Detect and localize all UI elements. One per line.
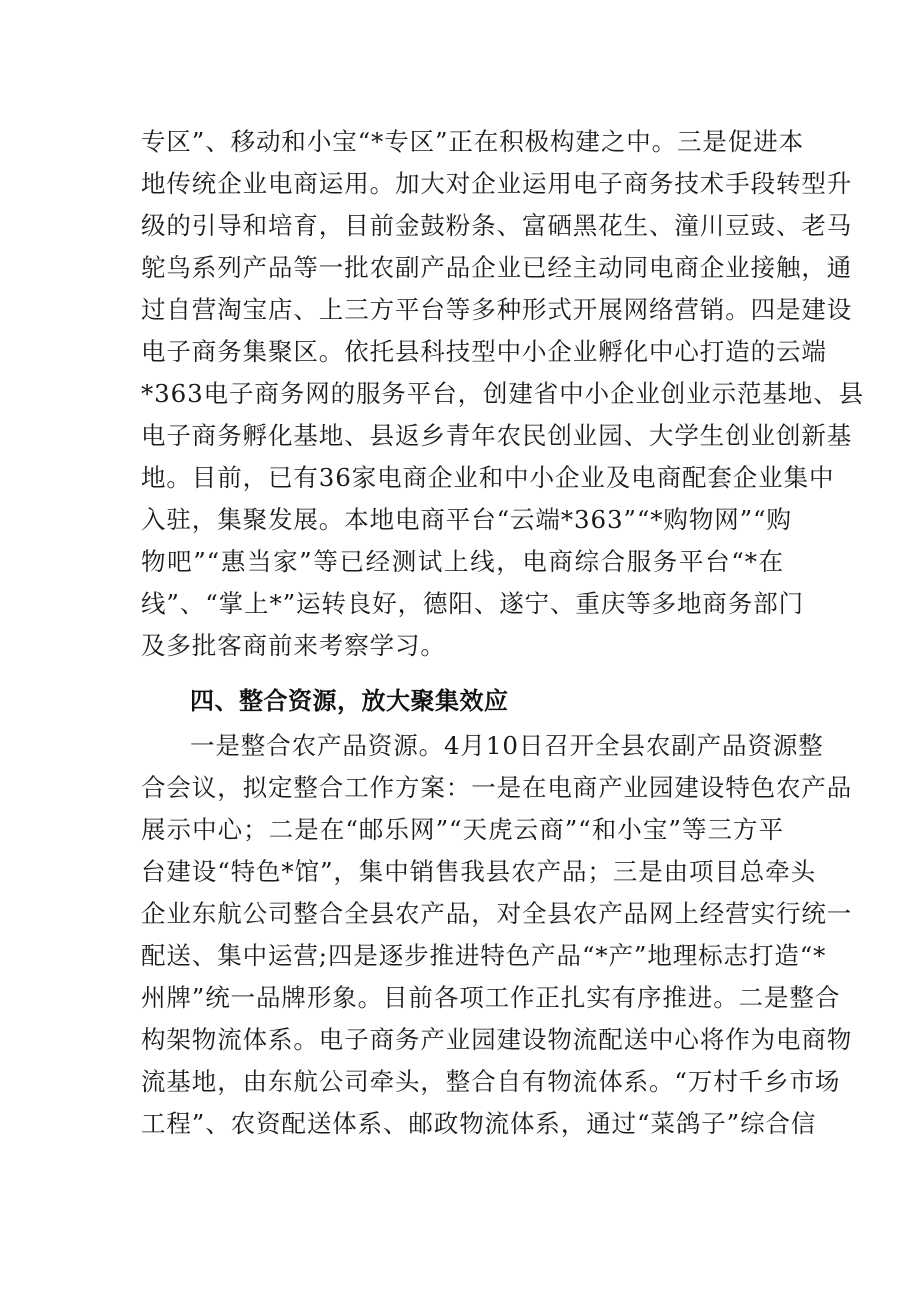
paragraph-line: 电子商务孵化基地、县返乡青年农民创业园、大学生创业创新基 (141, 421, 853, 450)
paragraph-line: 级的引导和培育，目前金鼓粉条、富硒黑花生、潼川豆豉、老马 (141, 211, 853, 240)
paragraph-line: 州牌”统一品牌形象。目前各项工作正扎实有序推进。二是整合 (141, 983, 841, 1012)
paragraph-line: 电子商务集聚区。依托县科技型中小企业孵化中心打造的云端 (141, 337, 827, 366)
section-heading: 四、整合资源，放大聚集效应 (190, 687, 509, 715)
paragraph-line: 工程”、农资配送体系、邮政物流体系，通过“菜鸽子”综合信 (141, 1109, 817, 1138)
paragraph-line: 过自营淘宝店、上三方平台等多种形式开展网络营销。四是建设 (141, 295, 853, 324)
paragraph-line: 地传统企业电商运用。加大对企业运用电子商务技术手段转型升 (141, 169, 853, 198)
paragraph-line: 地。目前，已有36家电商企业和中小企业及电商配套企业集中 (141, 463, 835, 492)
paragraph-line: 入驻，集聚发展。本地电商平台“云端*363”“*购物网”“购 (141, 505, 792, 534)
paragraph-line: 流基地，由东航公司牵头，整合自有物流体系。“万村千乡市场 (141, 1067, 841, 1096)
paragraph-line: 展示中心；二是在“邮乐网”“天虎云商”“和小宝”等三方平 (141, 815, 784, 844)
body-paragraph-1 (141, 121, 865, 667)
paragraph-line: *363电子商务网的服务平台，创建省中小企业创业示范基地、县 (141, 379, 865, 408)
paragraph-line: 物吧”“惠当家”等已经测试上线，电商综合服务平台“*在 (141, 547, 784, 576)
paragraph-line: 配送、集中运营;四是逐步推进特色产品“*产”地理标志打造“* (141, 941, 827, 970)
paragraph-line: 线”、“掌上*”运转良好，德阳、遂宁、重庆等多地商务部门 (141, 589, 805, 618)
paragraph-line: 企业东航公司整合全县农产品，对全县农产品网上经营实行统一 (141, 899, 853, 928)
paragraph-line: 一是整合农产品资源。4月10日召开全县农副产品资源整 (190, 731, 824, 760)
paragraph-line: 构架物流体系。电子商务产业园建设物流配送中心将作为电商物 (141, 1025, 853, 1054)
body-paragraph-2 (141, 725, 853, 1187)
paragraph-line: 台建设“特色*馆”，集中销售我县农产品；三是由项目总牵头 (141, 857, 816, 886)
paragraph-line: 专区”、移动和小宝“*专区”正在积极构建之中。三是促进本 (141, 127, 805, 156)
paragraph-line: 合会议，拟定整合工作方案：一是在电商产业园建设特色农产品 (141, 773, 853, 802)
paragraph-line: 及多批客商前来考察学习。 (141, 631, 446, 660)
paragraph-line: 鸵鸟系列产品等一批农副产品企业已经主动同电商企业接触，通 (141, 253, 853, 282)
